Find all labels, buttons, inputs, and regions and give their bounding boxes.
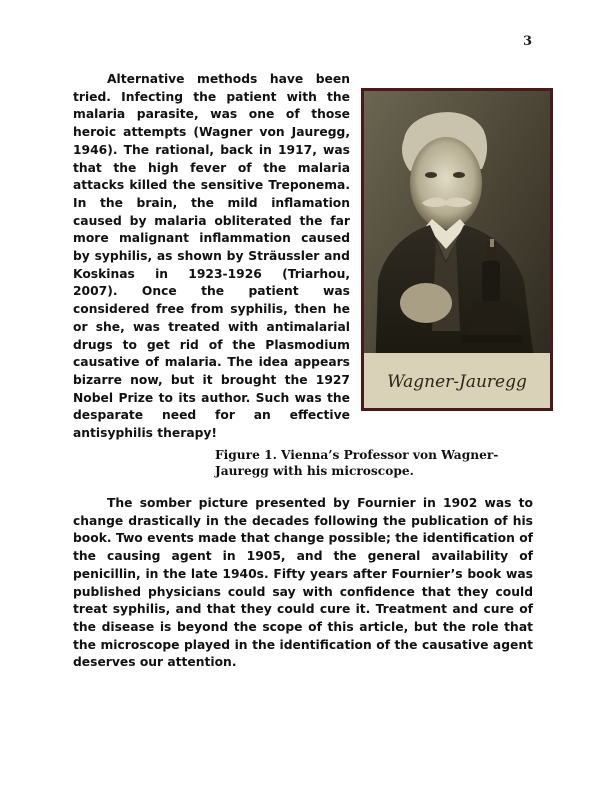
signature-text: Wagner-Jauregg bbox=[387, 372, 527, 392]
second-paragraph-column bbox=[73, 495, 533, 672]
first-paragraph-column bbox=[73, 71, 350, 443]
portrait-photo bbox=[364, 91, 550, 408]
figure-photo-frame bbox=[361, 88, 553, 411]
page-number: 3 bbox=[522, 34, 532, 49]
figure-caption: Figure 1. Vienna’s Professor von Wagner-Jauregg with his microscope. bbox=[215, 448, 499, 478]
paragraph-fournier: The somber picture presented by Fournier in 1902 was to change drastically in the decades following the publication of his book. Two events made that change possible; the identification of the causing agent in 1905, and the general availability of penicillin, in the late 1940s. Fifty years after Fournier’s book was published physicians could say with confidence that they could treat syphilis, and that they could cure it. Treatment and cure of the disease is beyond the scope of this article, but the role that the microscope played in the identification of the causative agent deserves our attention. bbox=[73, 496, 533, 670]
paragraph-malaria-therapy: Alternative methods have been tried. Infecting the patient with the malaria parasite, was one of those heroic attempts (Wagner von Jauregg, 1946). The rational, back in 1917, was that the high fever of the malaria attacks killed the sensitive Treponema. In the brain, the mild inflamation caused by malaria obliterated the far more malignant inflammation caused by syphilis, as shown by Sträussler and Koskinas in 1923-1926 (Triarhou, 2007). Once the patient was considered free from syphilis, then he or she, was treated with antimalarial drugs to get rid of the Plasmodium causative of malaria. The idea appears bizarre now, but it brought the 1927 Nobel Prize to its author. Such was the desparate need for an effective antisyphilis therapy! bbox=[73, 72, 350, 441]
